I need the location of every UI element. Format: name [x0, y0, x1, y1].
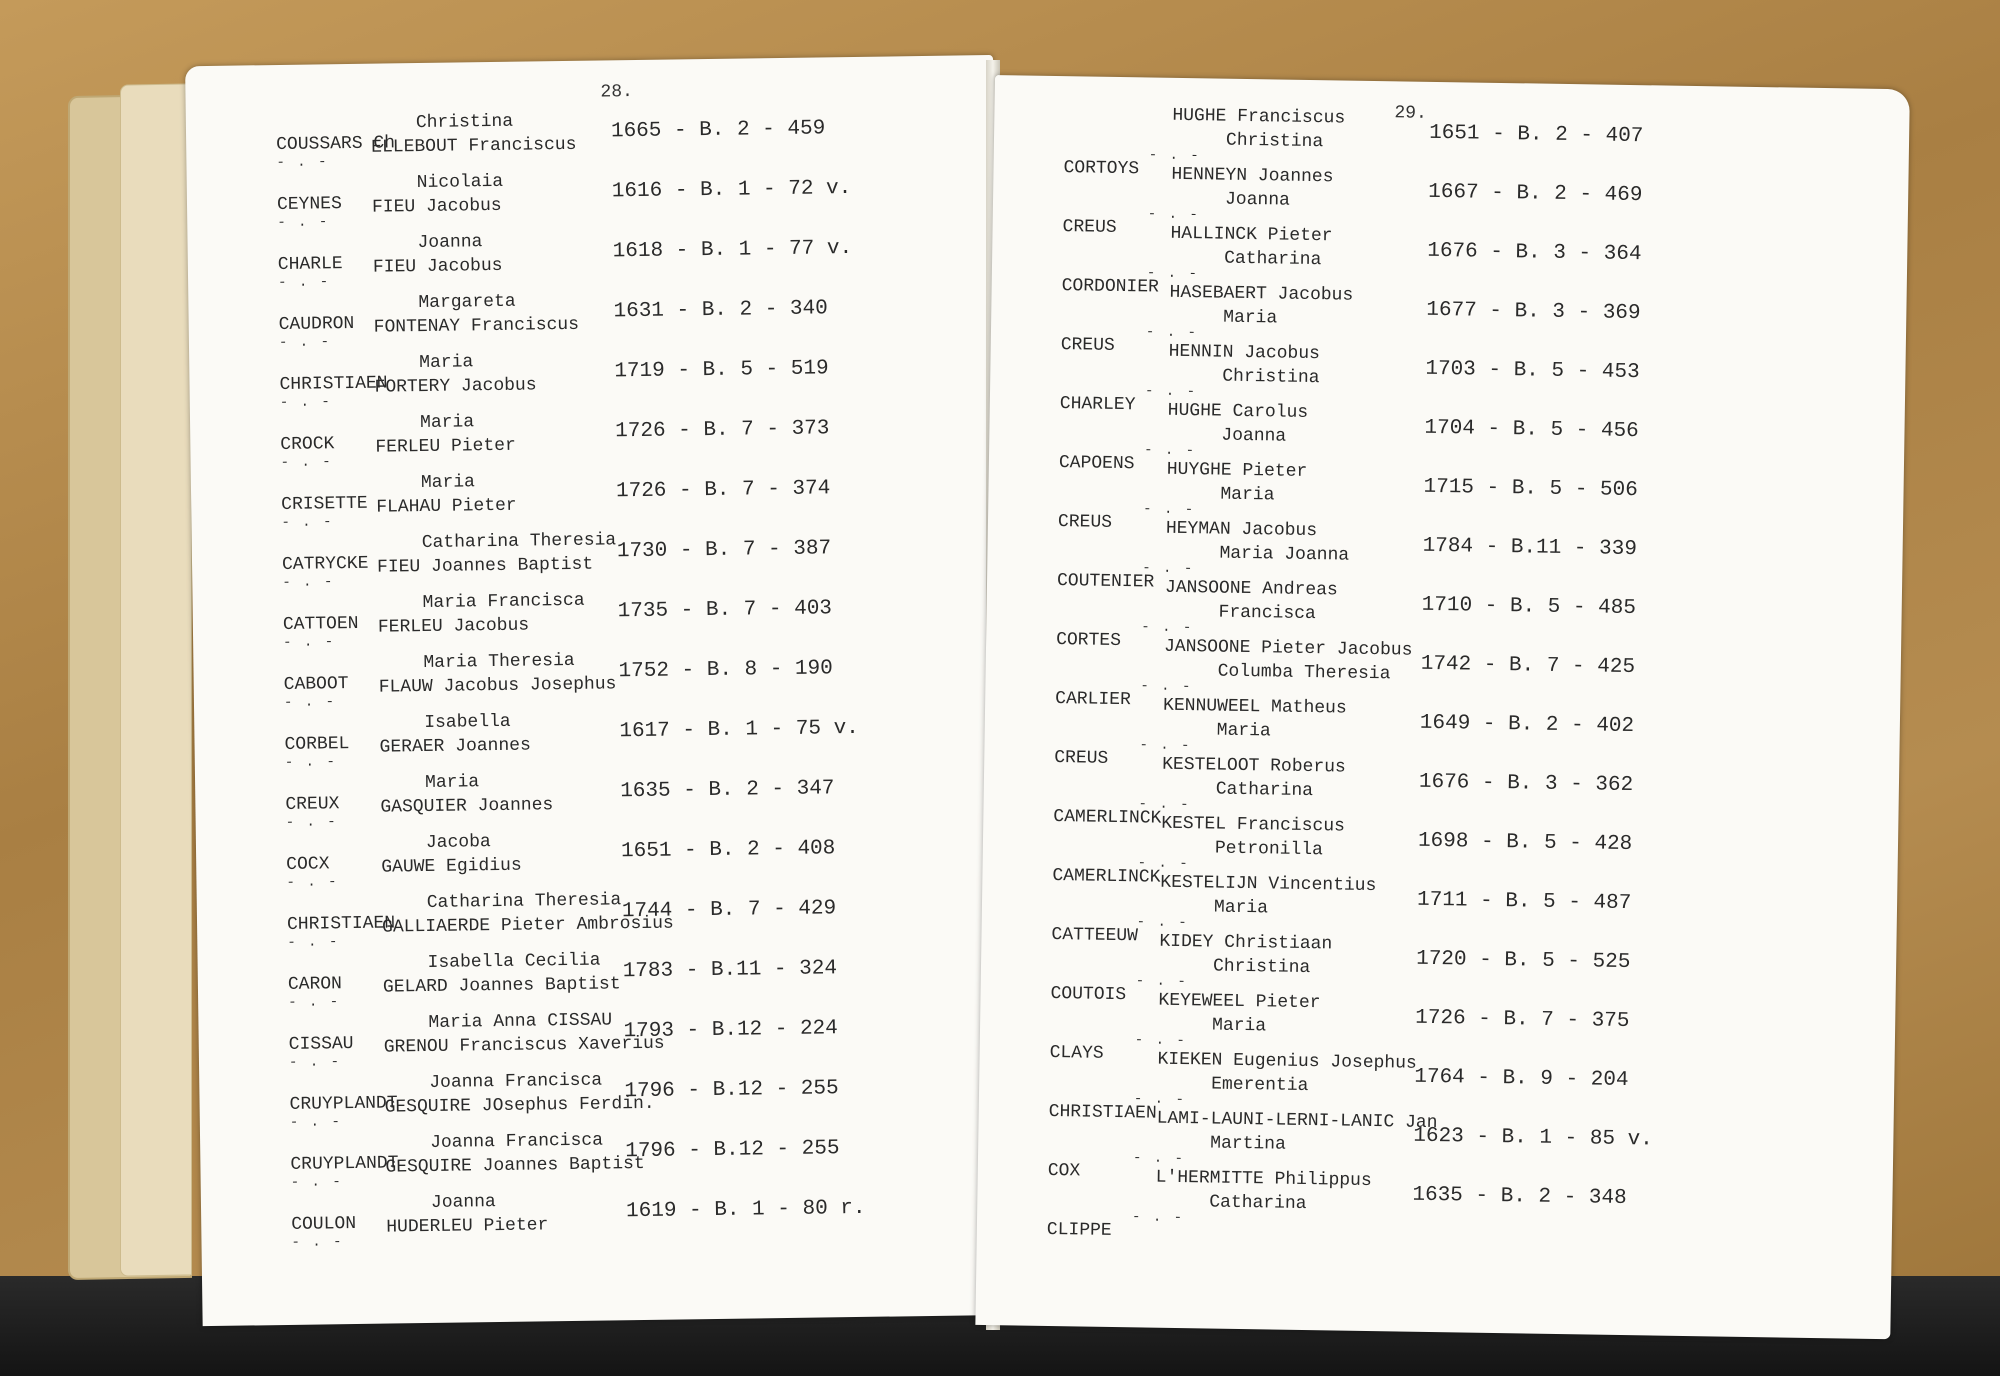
wife-name: Maria [419, 412, 475, 434]
separator-dashes: - . - [283, 634, 336, 651]
wife-name: Catharina Theresia [426, 890, 622, 913]
wife-name: Joanna [1221, 425, 1287, 447]
record-reference: 1617 - B. 1 - 75 v. [619, 716, 860, 744]
surname: CREUS [1062, 217, 1117, 238]
record-entry [194, 705, 1003, 774]
record-reference: 1726 - B. 7 - 374 [615, 477, 831, 504]
husband-name: HUYGHE Pieter [1166, 459, 1308, 482]
separator-dashes: - . - [288, 994, 341, 1011]
wife-name: Maria [1216, 720, 1271, 742]
separator-dashes: - . - [278, 274, 331, 292]
surname: CORBEL [284, 734, 350, 755]
husband-name: L'HERMITTE Philippus [1155, 1167, 1372, 1192]
wife-name: Catharina Theresia [421, 530, 617, 554]
wife-name: Joanna [417, 232, 483, 254]
left-page [185, 55, 1011, 1326]
surname: CRISETTE [281, 493, 368, 515]
husband-name: HASEBAERT Jacobus [1169, 282, 1354, 306]
record-entry [199, 1065, 1008, 1134]
record-reference: 1796 - B.12 - 255 [625, 1137, 840, 1164]
record-entry [187, 165, 996, 234]
record-reference: 1744 - B. 7 - 429 [621, 897, 837, 924]
separator-dashes: - . - [1148, 147, 1201, 165]
separator-dashes: - . - [1138, 796, 1191, 814]
record-entry [192, 525, 1001, 594]
separator-dashes: - . - [1132, 1150, 1186, 1168]
husband-name: FERLEU Pieter [375, 435, 516, 458]
wife-name: Nicolaia [416, 171, 504, 194]
separator-dashes: - . - [283, 694, 337, 711]
husband-name: HUDERLEU Pieter [386, 1215, 549, 1238]
separator-dashes: - . - [291, 1234, 344, 1251]
separator-dashes: - . - [1145, 324, 1199, 342]
record-entry [186, 105, 995, 174]
record-reference: 1710 - B. 5 - 485 [1421, 593, 1637, 621]
wife-name: Maria Theresia [423, 650, 575, 674]
husband-name: HUGHE Franciscus [1172, 105, 1346, 129]
separator-dashes: - . - [277, 214, 330, 232]
surname: CRUYPLANDT [290, 1153, 399, 1175]
separator-dashes: - . - [279, 394, 332, 411]
wife-name: Joanna [430, 1192, 496, 1213]
separator-dashes: - . - [289, 1114, 342, 1131]
record-reference: 1649 - B. 2 - 402 [1419, 711, 1635, 739]
separator-dashes: - . - [286, 874, 339, 891]
separator-dashes: - . - [1143, 501, 1196, 519]
page-number: 28. [600, 82, 634, 103]
record-reference: 1793 - B.12 - 224 [623, 1017, 838, 1044]
separator-dashes: - . - [278, 334, 332, 351]
record-reference: 1616 - B. 1 - 72 v. [611, 176, 852, 204]
record-reference: 1676 - B. 3 - 364 [1427, 239, 1642, 267]
record-entry [195, 765, 1004, 834]
surname: COCX [286, 854, 330, 875]
separator-dashes: - . - [276, 154, 329, 172]
record-reference: 1719 - B. 5 - 519 [614, 357, 829, 384]
record-reference: 1742 - B. 7 - 425 [1420, 652, 1636, 680]
husband-name: HEYMAN Jacobus [1165, 518, 1318, 542]
wife-name: Christina [1225, 130, 1324, 153]
record-entry [201, 1185, 1010, 1254]
separator-dashes: - . - [1146, 265, 1200, 283]
record-reference: 1784 - B.11 - 339 [1422, 534, 1638, 562]
husband-name: HUGHE Carolus [1167, 400, 1309, 423]
surname: CATRYCKE [281, 553, 369, 575]
husband-name: GASQUIER Joannes [380, 795, 554, 818]
wife-name: Maria [1223, 307, 1278, 329]
record-entry [196, 825, 1005, 894]
separator-dashes: - . - [1135, 973, 1188, 991]
wife-name: Joanna Francisca [429, 1130, 604, 1153]
husband-name: JANSOONE Pieter Jacobus [1163, 636, 1413, 661]
separator-dashes: - . - [1143, 442, 1197, 460]
record-entry [192, 585, 1001, 654]
record-entry [200, 1125, 1009, 1194]
record-entry [188, 285, 997, 354]
record-entry [187, 225, 996, 294]
surname: CORTES [1055, 630, 1122, 652]
surname: CORTOYS [1063, 158, 1140, 180]
surname: COULON [291, 1214, 357, 1235]
wife-name: Catharina [1209, 1192, 1307, 1215]
separator-dashes: - . - [285, 814, 338, 831]
surname: CARLIER [1055, 689, 1131, 711]
record-reference: 1703 - B. 5 - 453 [1425, 357, 1640, 385]
surname: CROCK [280, 434, 335, 455]
record-reference: 1677 - B. 3 - 369 [1426, 298, 1641, 326]
surname: CAMERLINCK [1052, 866, 1161, 888]
wife-name: Maria Francisca [422, 590, 585, 614]
husband-name: HENNIN Jacobus [1168, 341, 1321, 365]
surname: CARON [287, 974, 343, 995]
wife-name: Maria [419, 352, 474, 374]
separator-dashes: - . - [1133, 1091, 1187, 1109]
husband-name: FLAUW Jacobus Josephus [378, 674, 617, 698]
record-reference: 1796 - B.12 - 255 [624, 1077, 839, 1104]
surname: CISSAU [288, 1034, 354, 1055]
husband-name: KIDEY Christiaan [1159, 931, 1333, 955]
record-reference: 1783 - B.11 - 324 [622, 957, 838, 984]
husband-name: FIEU Jacobus [371, 195, 502, 218]
surname: COUTOIS [1050, 983, 1127, 1006]
separator-dashes: - . - [1147, 206, 1200, 224]
separator-dashes: - . - [290, 1174, 343, 1191]
surname: COUTENIER [1056, 571, 1155, 593]
record-reference: 1667 - B. 2 - 469 [1428, 180, 1643, 208]
record-reference: 1730 - B. 7 - 387 [616, 537, 832, 564]
record-entry [198, 1005, 1007, 1074]
record-reference: 1720 - B. 5 - 525 [1415, 947, 1631, 975]
wife-name: Francisca [1218, 602, 1316, 625]
record-reference: 1752 - B. 8 - 190 [618, 657, 833, 684]
husband-name: KESTELOOT Roberus [1162, 754, 1346, 778]
separator-dashes: - . - [1140, 678, 1193, 696]
record-reference: 1676 - B. 3 - 362 [1418, 770, 1634, 798]
separator-dashes: - . - [1134, 1032, 1187, 1050]
surname: CAUDRON [278, 313, 355, 335]
surname: CLIPPE [1046, 1219, 1112, 1241]
wife-name: Maria [420, 472, 476, 494]
record-reference: 1635 - B. 2 - 348 [1412, 1183, 1627, 1211]
surname: CREUS [1057, 512, 1113, 533]
separator-dashes: - . - [280, 454, 333, 471]
wife-name: Maria [1211, 1015, 1267, 1037]
separator-dashes: - . - [287, 934, 340, 951]
separator-dashes: - . - [1141, 619, 1194, 637]
separator-dashes: - . - [1144, 383, 1198, 401]
surname: CRUYPLANDT [289, 1093, 398, 1115]
husband-name: KESTELIJN Vincentius [1160, 872, 1377, 897]
record-reference: 1619 - B. 1 - 80 r. [625, 1196, 866, 1224]
record-reference: 1764 - B. 9 - 204 [1414, 1065, 1629, 1093]
wife-name: Emerentia [1211, 1074, 1309, 1097]
record-reference: 1726 - B. 7 - 375 [1415, 1006, 1630, 1034]
wife-name: Petronilla [1214, 838, 1324, 861]
husband-name: ELLEBOUT Franciscus [371, 134, 577, 158]
separator-dashes: - . - [1136, 914, 1189, 932]
husband-name: HALLINCK Pieter [1170, 223, 1333, 247]
wife-name: Jacoba [425, 832, 491, 853]
surname: CREUX [285, 794, 340, 815]
record-reference: 1665 - B. 2 - 459 [610, 117, 826, 144]
husband-name: FLAHAU Pieter [376, 495, 517, 518]
surname: CHRISTIAEN [286, 913, 396, 935]
wife-name: Christina [415, 111, 514, 134]
right-page [975, 75, 1910, 1339]
separator-dashes: - . - [1142, 560, 1195, 578]
separator-dashes: - . - [1139, 737, 1192, 755]
husband-name: FERLEU Jacobus [377, 615, 530, 638]
surname: CREUS [1060, 335, 1115, 356]
wife-name: Margareta [418, 291, 516, 314]
surname: CHARLEY [1059, 394, 1136, 416]
husband-name: GESQUIRE JOsephus Ferdin. [384, 1093, 655, 1118]
husband-name: FORTERY Jacobus [374, 375, 537, 398]
record-reference: 1711 - B. 5 - 487 [1416, 888, 1632, 916]
surname: COUSSARS Ch [276, 133, 396, 156]
record-reference: 1698 - B. 5 - 428 [1417, 829, 1633, 857]
surname: CAMERLINCK [1053, 807, 1162, 829]
husband-name: KENNUWEEL Matheus [1162, 695, 1347, 719]
surname: CHARLE [277, 254, 343, 276]
wife-name: Maria Joanna [1219, 543, 1350, 566]
record-reference: 1618 - B. 1 - 77 v. [612, 236, 853, 264]
record-reference: 1651 - B. 2 - 407 [1428, 121, 1644, 149]
husband-name: GAUWE Egidius [381, 855, 522, 878]
surname: COX [1047, 1160, 1081, 1182]
record-entry [190, 405, 999, 474]
separator-dashes: - . - [284, 754, 337, 771]
husband-name: GESQUIRE Joannes Baptist [385, 1153, 645, 1178]
husband-name: KESTEL Franciscus [1161, 813, 1346, 837]
wife-name: Catharina [1223, 248, 1322, 271]
record-entry [189, 345, 998, 414]
wife-name: Joanna Francisca [429, 1070, 603, 1093]
husband-name: GERAER Joannes [379, 735, 531, 758]
record-reference: 1726 - B. 7 - 373 [615, 417, 830, 444]
wife-name: Maria [1220, 484, 1275, 506]
separator-dashes: - . - [282, 574, 335, 591]
wife-name: Maria [1213, 897, 1269, 919]
surname: CHRISTIAEN [1048, 1101, 1157, 1124]
surname: CORDONIER [1061, 276, 1160, 298]
record-reference: 1715 - B. 5 - 506 [1423, 475, 1638, 503]
husband-name: GELARD Joannes Baptist [382, 974, 621, 998]
wife-name: Maria [424, 772, 480, 793]
record-reference: 1704 - B. 5 - 456 [1424, 416, 1639, 444]
husband-name: HENNEYN Joannes [1171, 164, 1334, 188]
wife-name: Maria Anna CISSAU [428, 1010, 613, 1033]
record-reference: 1651 - B. 2 - 408 [620, 837, 836, 864]
wife-name: Columba Theresia [1217, 661, 1391, 685]
separator-dashes: - . - [288, 1054, 342, 1071]
record-entry [198, 945, 1007, 1014]
record-entry [191, 465, 1000, 534]
record-reference: 1635 - B. 2 - 347 [620, 777, 835, 804]
wife-name: Christina [1222, 366, 1320, 389]
record-entry [193, 645, 1002, 714]
husband-name: FIEU Jacobus [372, 255, 503, 278]
record-reference: 1631 - B. 2 - 340 [613, 297, 828, 324]
surname: CHRISTIAEN [279, 373, 388, 395]
page-number: 29. [1394, 103, 1428, 124]
record-reference: 1623 - B. 1 - 85 v. [1413, 1124, 1653, 1152]
husband-name: FIEU Joannes Baptist [376, 554, 594, 578]
separator-dashes: - . - [1131, 1209, 1185, 1227]
separator-dashes: - . - [1137, 855, 1190, 873]
surname: CEYNES [276, 194, 342, 216]
surname: CATTEEUW [1051, 924, 1139, 947]
wife-name: Isabella Cecilia [427, 950, 601, 973]
husband-name: JANSOONE Andreas [1164, 577, 1338, 601]
separator-dashes: - . - [281, 514, 334, 531]
surname: CATTOEN [282, 613, 359, 635]
husband-name: GALLIAERDE Pieter Ambrosius [381, 913, 674, 938]
husband-name: GRENOU Franciscus Xaverius [383, 1033, 665, 1058]
book-page-edges [120, 83, 192, 1276]
surname: CREUS [1054, 748, 1109, 769]
wife-name: Catharina [1215, 779, 1314, 802]
husband-name: KIEKEN Eugenius Josephus [1157, 1049, 1417, 1074]
husband-name: KEYEWEEL Pieter [1158, 990, 1321, 1014]
surname: CABOOT [283, 674, 349, 695]
husband-name: LAMI-LAUNI-LERNI-LANIC Jan [1156, 1108, 1438, 1134]
record-reference: 1735 - B. 7 - 403 [617, 597, 833, 624]
surname: CLAYS [1049, 1042, 1104, 1064]
wife-name: Isabella [424, 711, 511, 734]
wife-name: Joanna [1224, 189, 1291, 211]
husband-name: FONTENAY Franciscus [373, 314, 580, 338]
record-entry [197, 885, 1006, 954]
wife-name: Martina [1210, 1133, 1287, 1155]
wife-name: Christina [1212, 956, 1311, 979]
surname: CAPOENS [1058, 453, 1135, 475]
